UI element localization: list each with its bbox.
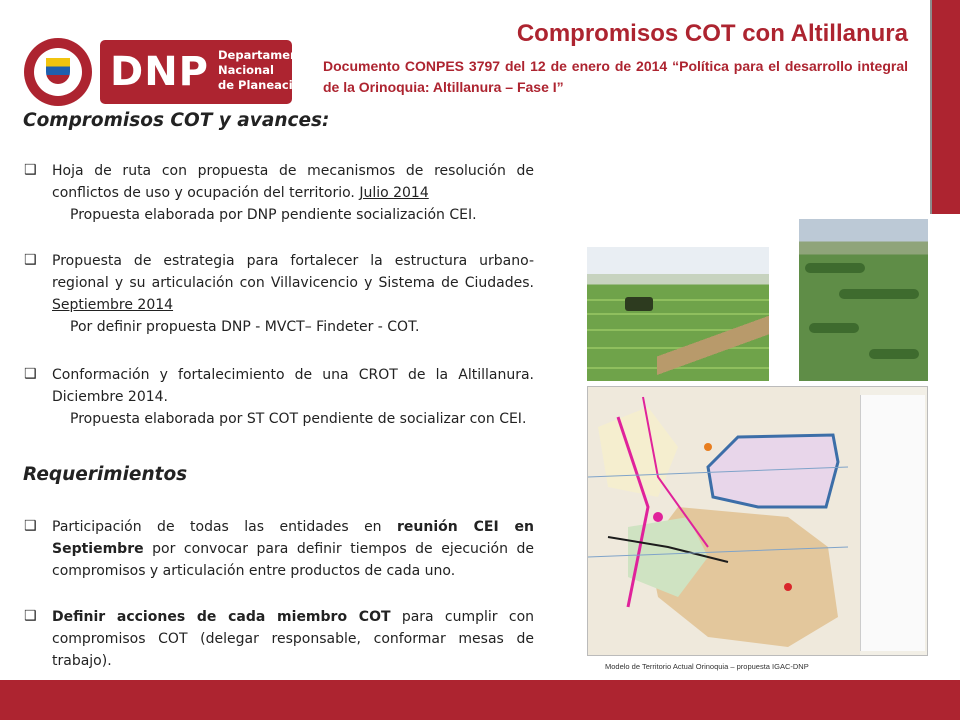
checkbox-bullet-icon: ❑	[24, 162, 37, 178]
section-heading-compromisos: Compromisos COT y avances:	[23, 110, 330, 131]
colombia-seal-icon	[24, 38, 92, 106]
map-drawing	[588, 387, 860, 655]
right-accent-bar	[930, 0, 960, 214]
dnp-letters: DNP	[110, 49, 209, 95]
slide-subtitle: Documento CONPES 3797 del 12 de enero de 2014 “Política para el desarrollo integral de la Orinoquia: Altillanura – Fase I”	[323, 58, 908, 95]
map-caption: Modelo de Territorio Actual Orinoquia – propuesta IGAC-DNP	[605, 662, 809, 671]
list-item: ❑ Participación de todas las entidades en reunión CEI en Septiembre por convocar para definir tiempos de ejecución de compromisos y articulación entre productos de cada uno.	[24, 518, 534, 579]
dnp-logo	[24, 38, 312, 106]
list-item: ❑ Conformación y fortalecimiento de una CROT de la Altillanura. Diciembre 2014. Propuesta elaborada por ST COT pendiente de socializar con CEI.	[24, 364, 534, 430]
list-item: ❑ Hoja de ruta con propuesta de mecanismos de resolución de conflictos de uso y ocupación del territorio. Julio 2014 Propuesta elaborada por DNP pendiente socialización CEI.	[24, 160, 534, 226]
dnp-wordmark	[100, 40, 312, 104]
tractor-icon	[625, 297, 653, 311]
checkbox-bullet-icon: ❑	[24, 366, 37, 382]
map-legend	[860, 395, 925, 651]
territory-map	[587, 386, 928, 656]
list-item: ❑ Definir acciones de cada miembro COT para cumplir con compromisos COT (delegar responsable, conformar mesas de trabajo).	[24, 608, 535, 669]
savanna-photo	[799, 219, 928, 381]
dnp-name: Departamento Nacional de Planeación	[218, 48, 312, 92]
checkbox-bullet-icon: ❑	[24, 608, 37, 624]
list-item: ❑ Propuesta de estrategia para fortalecer la estructura urbano-regional y su articulación con Villavicencio y Sistema de Ciudades. Septiembre 2014 Por definir propuesta DNP - MVCT– Findeter - COT.	[24, 250, 534, 338]
checkbox-bullet-icon: ❑	[24, 518, 37, 534]
checkbox-bullet-icon: ❑	[24, 252, 37, 268]
status-note: Propuesta elaborada por ST COT pendiente de socializar con CEI.	[70, 411, 527, 427]
section-heading-requerimientos: Requerimientos	[23, 464, 188, 485]
status-note: Por definir propuesta DNP - MVCT– Findeter - COT.	[70, 319, 420, 335]
crop-field-photo	[587, 247, 769, 381]
bottom-accent-bar	[0, 680, 960, 720]
status-note: Propuesta elaborada por DNP pendiente socialización CEI.	[70, 207, 477, 223]
slide-title: Compromisos COT con Altillanura	[516, 20, 908, 47]
